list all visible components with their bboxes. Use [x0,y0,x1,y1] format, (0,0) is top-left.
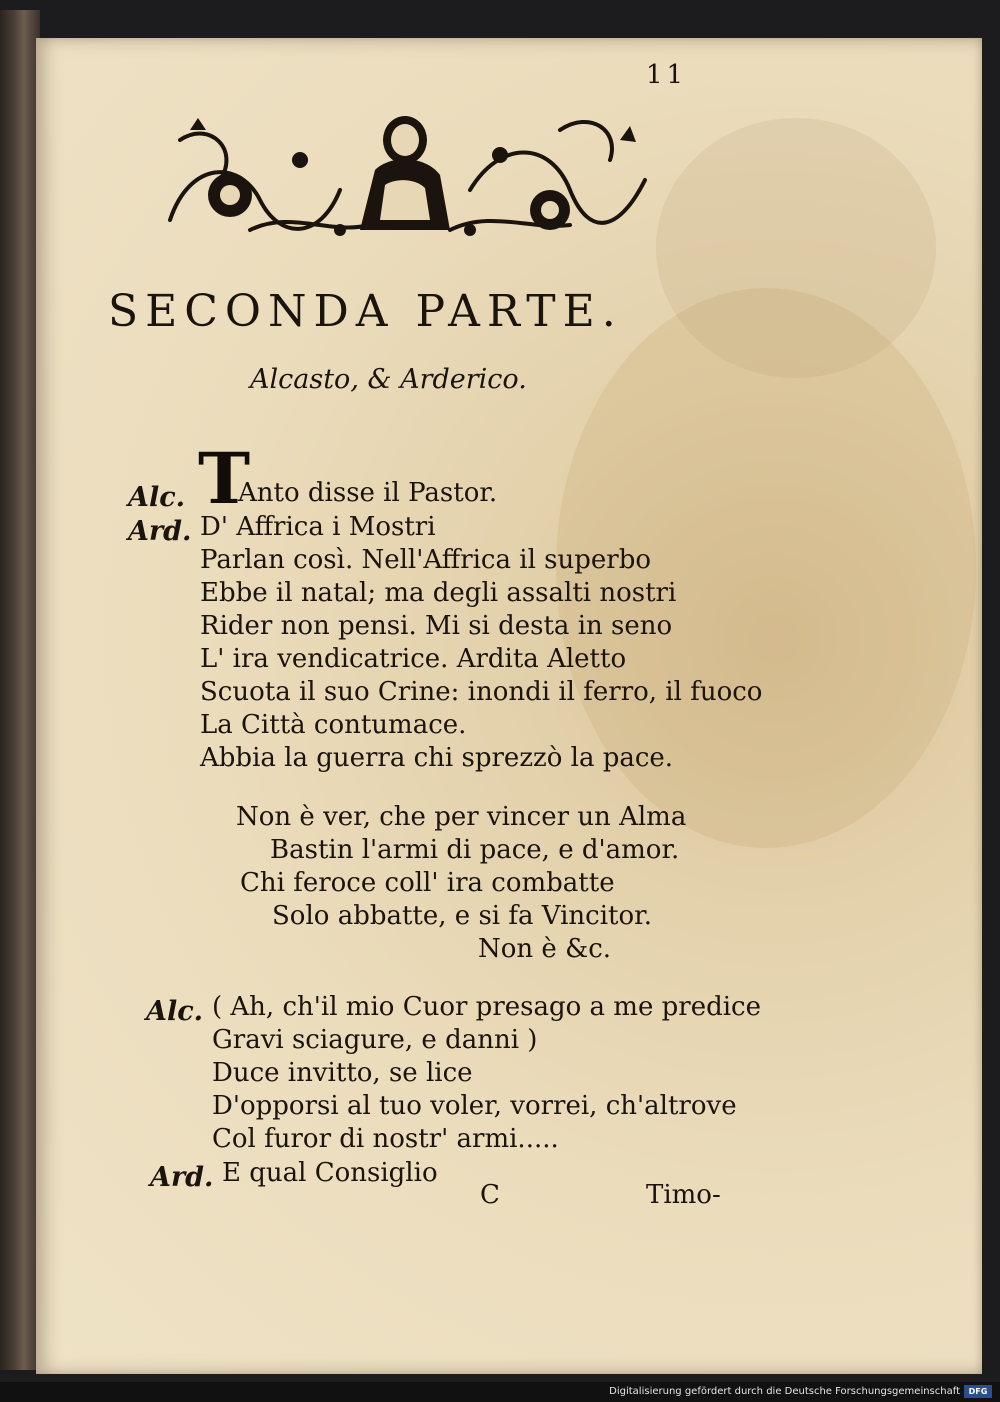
aria-line: Chi feroce coll' ira combatte [240,868,615,898]
speaker-label: Ard. [150,1162,214,1193]
dialogue-line: Anto disse il Pastor. [238,478,498,508]
aria-da-capo: Non è &c. [478,934,612,964]
dialogue-line: La Città contumace. [200,710,467,740]
dialogue-line: L' ira vendicatrice. Ardita Aletto [200,644,627,674]
page-title: SECONDA PARTE. [108,286,623,337]
dialogue-line: ( Ah, ch'il mio Cuor presago a me predice [212,992,761,1022]
funding-credit: Digitalisierung gefördert durch die Deutsche Forschungsgemeinschaft [609,1386,960,1397]
dialogue-line: D' Affrica i Mostri [200,512,436,542]
dialogue-line: Scuota il suo Crine: inondi il ferro, il fuoco [200,677,763,707]
water-stain [656,118,936,378]
catchword: Timo- [646,1180,721,1210]
dialogue-line: Parlan così. Nell'Affrica il superbo [200,545,652,575]
dialogue-line: Duce invitto, se lice [212,1058,473,1088]
aria-line: Solo abbatte, e si fa Vincitor. [272,901,652,931]
scene-characters: Alcasto, & Arderico. [250,364,527,395]
speaker-label: Alc. [146,996,204,1027]
book-spine-edge [0,10,40,1370]
speaker-label: Ard. [128,516,192,547]
aria-line: Bastin l'armi di pace, e d'amor. [270,835,680,865]
dialogue-line: Abbia la guerra chi sprezzò la pace. [200,743,674,773]
dialogue-line: E qual Consiglio [222,1158,438,1188]
dialogue-line: Rider non pensi. Mi si desta in seno [200,611,673,641]
dialogue-line: Col furor di nostr' armi..... [212,1124,559,1154]
aria-line: Non è ver, che per vincer un Alma [236,802,687,832]
digitization-footer [0,1382,1000,1402]
drop-cap: T [198,437,251,520]
page-number: 11 [646,60,688,90]
dialogue-line: D'opporsi al tuo voler, vorrei, ch'altrove [212,1091,737,1121]
headpiece-ornament-icon [150,100,660,250]
signature-mark: C [480,1180,500,1210]
dialogue-line: Ebbe il natal; ma degli assalti nostri [200,578,677,608]
dfg-logo-icon: DFG [964,1385,992,1398]
dialogue-line: Gravi sciagure, e danni ) [212,1025,538,1055]
speaker-label: Alc. [128,482,186,513]
